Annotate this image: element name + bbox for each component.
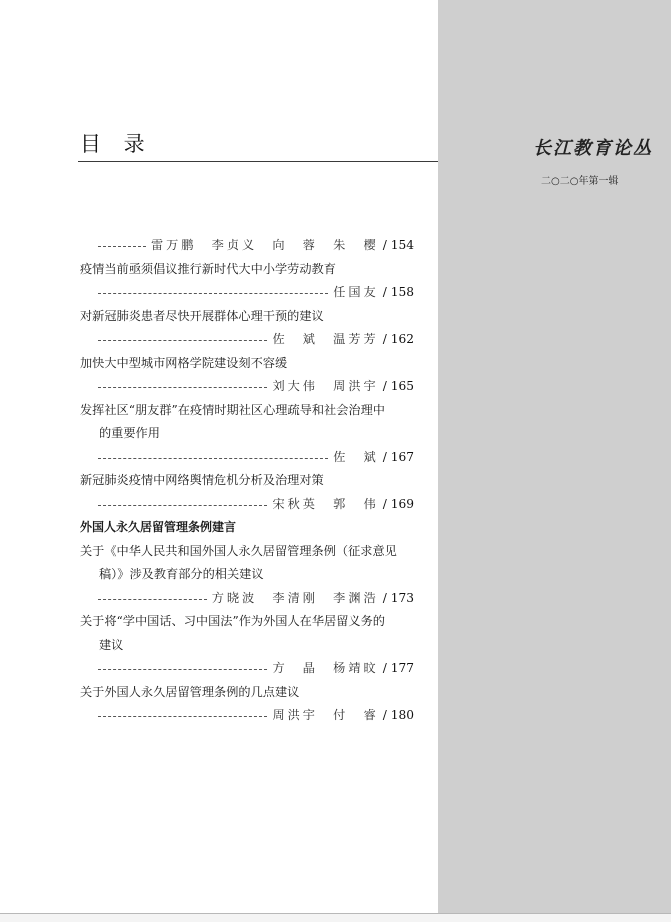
toc-entry-title: 关于外国人永久居留管理条例的几点建议 (80, 684, 300, 699)
leader-dots (98, 716, 267, 717)
toc-authors: 方晓波 李清刚 李渊浩 (211, 590, 379, 605)
toc-entry-title: 新冠肺炎疫情中网络舆情危机分析及治理对策 (80, 473, 324, 487)
toc-page-number: / 154 (382, 238, 414, 252)
toc-entry-title: 的重要作用 (99, 426, 160, 440)
leader-dots (98, 340, 267, 341)
toc-byline (80, 375, 414, 399)
heading-rule (78, 161, 438, 162)
toc-entry-title: 关于《中华人民共和国外国人永久居留管理条例（征求意见 (80, 543, 397, 558)
toc-byline (80, 657, 414, 681)
page-heading: 目 录 (80, 132, 153, 156)
toc-authors: 方 晶 杨靖旼 (272, 661, 379, 675)
toc-authors: 佐 斌 (333, 449, 379, 464)
toc-authors: 宋秋英 郭 伟 (272, 496, 379, 511)
toc-authors: 任国友 (333, 285, 379, 299)
toc-entry-title: 疫情当前亟须倡议推行新时代大中小学劳动教育 (80, 261, 336, 276)
toc-byline (80, 328, 414, 352)
toc-entry-title: 稿）》涉及教育部分的相关建议 (99, 567, 264, 581)
leader-dots (98, 293, 328, 294)
toc-page-number: / 162 (382, 332, 414, 346)
toc-byline (80, 281, 414, 305)
toc-page-number: / 167 (382, 449, 414, 464)
table-of-contents (80, 234, 414, 728)
toc-page-number: / 169 (382, 496, 414, 511)
leader-dots (98, 669, 267, 670)
toc-authors: 佐 斌 温芳芳 (272, 332, 379, 346)
toc-byline (80, 234, 414, 258)
toc-entry-title: 加快大中型城市网格学院建设刻不容缓 (80, 355, 288, 370)
issue-label: 二○二○年第一辑 (541, 176, 619, 187)
leader-dots (98, 387, 267, 388)
toc-authors: 雷万鹏 李贞义 向 蓉 朱 樱 (150, 238, 379, 252)
leader-dots (98, 246, 146, 247)
toc-byline (80, 587, 414, 611)
journal-title: 长江教育论丛 (533, 138, 653, 159)
toc-entry-title: 建议 (99, 637, 124, 652)
toc-byline (80, 446, 414, 470)
toc-entry-title: 发挥社区“朋友群”在疫情时期社区心理疏导和社会治理中 (80, 402, 385, 417)
toc-page-number: / 177 (382, 661, 414, 675)
toc-entry-title: 对新冠肺炎患者尽快开展群体心理干预的建议 (80, 308, 324, 323)
toc-section-heading: 外国人永久居留管理条例建言 (80, 520, 237, 534)
toc-byline (80, 704, 414, 728)
toc-page-number: / 180 (382, 708, 414, 722)
toc-page-number: / 165 (382, 379, 414, 393)
toc-page-number: / 173 (382, 590, 414, 605)
toc-authors: 周洪宇 付 睿 (272, 708, 379, 722)
toc-entry-title: 关于将“学中国话、习中国法”作为外国人在华居留义务的 (80, 614, 385, 628)
toc-authors: 刘大伟 周洪宇 (272, 379, 379, 393)
leader-dots (98, 505, 267, 506)
toc-page-number: / 158 (382, 285, 414, 299)
leader-dots (98, 599, 207, 600)
leader-dots (98, 458, 328, 459)
toc-byline (80, 493, 414, 517)
